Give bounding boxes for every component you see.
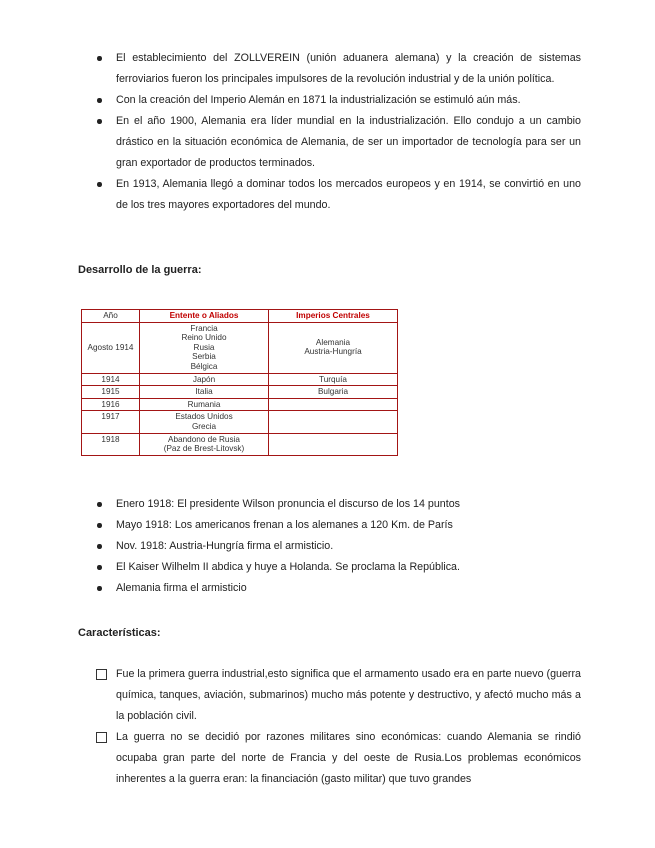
checklist-item <box>96 664 581 727</box>
bullet-item: En el año 1900, Alemania era líder mundial en la industrialización. Ello condujo a un cambio drástico en la situación económica de Alemania, de ser un importador de tecnología para ser un gran exportador de productos terminados. <box>96 111 581 174</box>
section-heading-desarrollo: Desarrollo de la guerra: <box>78 264 202 276</box>
event-text: (Paz de Brest-Litovsk) <box>163 444 245 454</box>
checkbox-icon[interactable] <box>96 669 107 680</box>
cell-central <box>269 411 398 433</box>
table-header-row <box>82 310 398 323</box>
checklist-text: La guerra no se decidió por razones militares sino económicas: cuando Alemania se rindió ocupaba gran parte del norte de Francia y del oeste de Rusia.Los problemas económicos inherentes a la guerra eran: la financiación (gasto militar) que tuvo grandes <box>116 731 581 785</box>
checkbox-icon[interactable] <box>96 732 107 743</box>
bullet-item: Nov. 1918: Austria-Hungría firma el armisticio. <box>96 536 581 557</box>
country: Alemania <box>315 337 351 347</box>
bullet-item: Enero 1918: El presidente Wilson pronuncia el discurso de los 14 puntos <box>96 494 581 515</box>
checklist-item <box>96 727 581 790</box>
bullet-item: El Kaiser Wilhelm II abdica y huye a Holanda. Se proclama la República. <box>96 557 581 578</box>
cell-year: 1914 <box>82 373 140 386</box>
war-alliances-table <box>81 309 398 456</box>
cell-entente: Japón <box>140 373 269 386</box>
cell-year: Agosto 1914 <box>82 322 140 373</box>
country: Estados Unidos <box>175 412 233 422</box>
header-year: Año <box>82 310 140 323</box>
cell-central <box>269 433 398 455</box>
table-row <box>82 411 398 433</box>
cell-entente <box>140 322 269 373</box>
checklist-text: Fue la primera guerra industrial,esto significa que el armamento usado era en parte nuevo (guerra química, tanques, aviación, submarinos) mucho más potente y destructivo, y afectó mucho más a la población civil. <box>116 668 581 722</box>
country: Serbia <box>192 352 216 362</box>
header-central: Imperios Centrales <box>269 310 398 323</box>
table-row <box>82 433 398 455</box>
cell-year: 1917 <box>82 411 140 433</box>
cell-entente: Italia <box>140 386 269 399</box>
cell-entente <box>140 411 269 433</box>
table-row <box>82 386 398 399</box>
country: Bélgica <box>190 361 218 371</box>
cell-year: 1916 <box>82 398 140 411</box>
table-row <box>82 398 398 411</box>
cell-year: 1915 <box>82 386 140 399</box>
cell-central: Bulgaria <box>269 386 398 399</box>
table-row <box>82 373 398 386</box>
country: Reino Unido <box>181 333 227 343</box>
bullet-item: Alemania firma el armisticio <box>96 578 581 599</box>
cell-central <box>269 398 398 411</box>
bullet-item: El establecimiento del ZOLLVEREIN (unión aduanera alemana) y la creación de sistemas ferroviarios fueron los principales impulsores de la revolución industrial y de la unión política. <box>96 48 581 90</box>
events-bullet-list <box>96 494 581 599</box>
cell-year: 1918 <box>82 433 140 455</box>
country: Grecia <box>191 421 217 431</box>
country: Francia <box>190 323 218 333</box>
characteristics-checklist <box>96 664 581 790</box>
bullet-item: En 1913, Alemania llegó a dominar todos los mercados europeos y en 1914, se convirtió en uno de los tres mayores exportadores del mundo. <box>96 174 581 216</box>
intro-bullet-list <box>96 48 581 216</box>
table-row <box>82 322 398 373</box>
cell-entente: Rumania <box>140 398 269 411</box>
cell-central: Turquía <box>269 373 398 386</box>
header-entente: Entente o Aliados <box>140 310 269 323</box>
country: Austria-Hungría <box>304 347 362 357</box>
country: Rusia <box>193 342 215 352</box>
cell-entente <box>140 433 269 455</box>
section-heading-caracteristicas: Características: <box>78 627 161 639</box>
bullet-item: Mayo 1918: Los americanos frenan a los alemanes a 120 Km. de París <box>96 515 581 536</box>
cell-central <box>269 322 398 373</box>
event-text: Abandono de Rusia <box>168 434 240 444</box>
bullet-item: Con la creación del Imperio Alemán en 1871 la industrialización se estimuló aún más. <box>96 90 581 111</box>
